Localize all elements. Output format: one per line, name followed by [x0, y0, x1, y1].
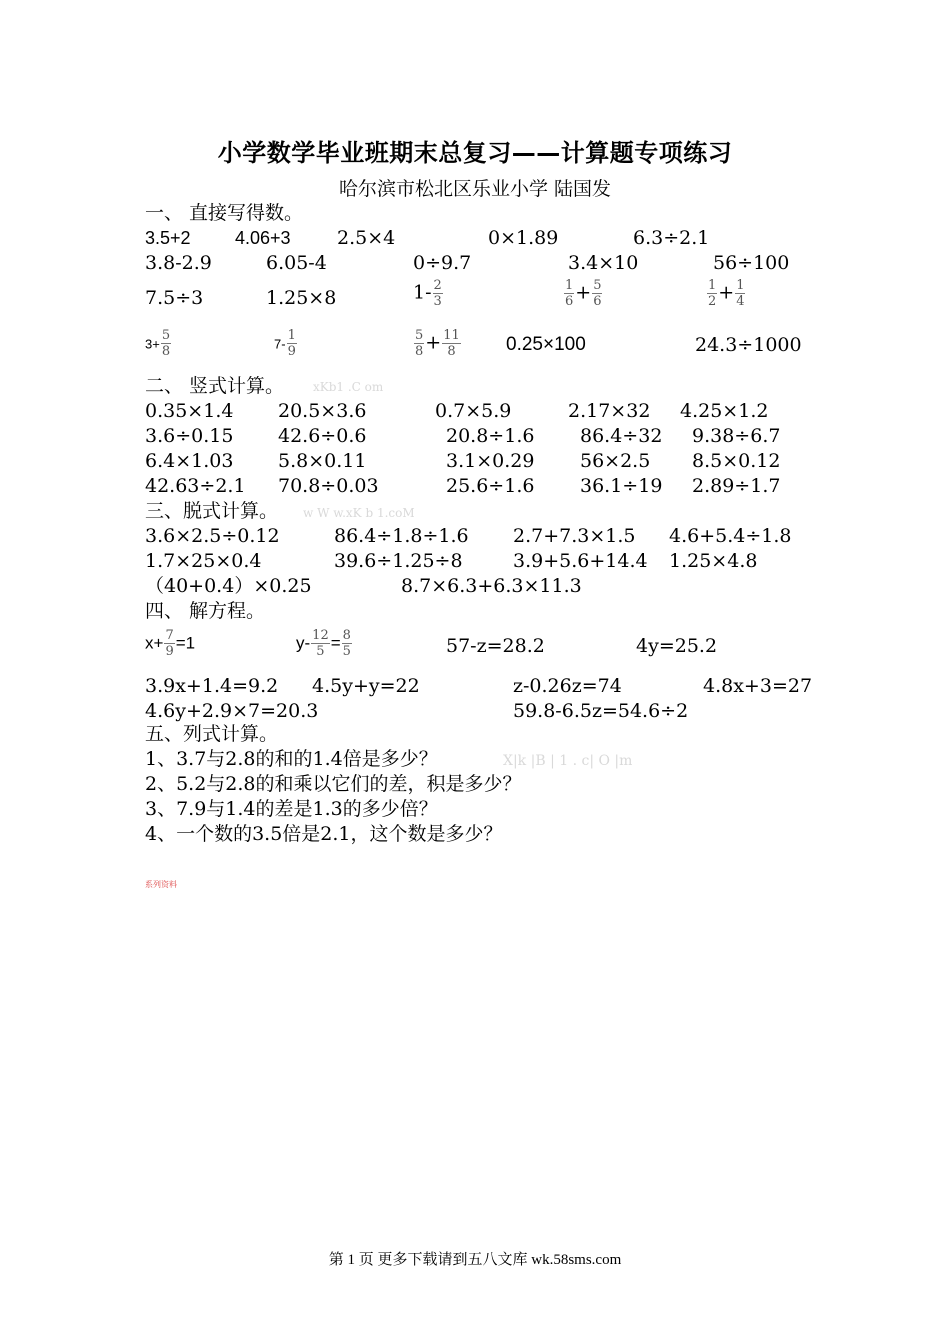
problem: 1.7×25×0.4 [145, 550, 262, 572]
problem: 6.4×1.03 [145, 450, 234, 472]
problem: 3.6×2.5÷0.12 [145, 525, 280, 547]
problem: 4.06+3 [235, 228, 291, 248]
word-problem-4: 4、一个数的3.5倍是2.1，这个数是多少？ [145, 823, 503, 845]
problem: 3.9+5.6+14.4 [513, 550, 648, 572]
problem-fraction: 1- $\frac{2}{3}$ [413, 278, 442, 309]
problem: 0.7×5.9 [435, 400, 512, 422]
problem: 0.25×100 [506, 334, 586, 355]
problem: 36.1÷19 [580, 475, 663, 497]
problem: 20.8÷1.6 [446, 425, 535, 447]
equation: 4y=25.2 [636, 635, 718, 657]
problem-fraction: 3+ $\frac{5}{8}$ [145, 328, 171, 359]
problem: 0.35×1.4 [145, 400, 234, 422]
equation-fraction: y- $\frac{12}{5}$ = $\frac{8}{5}$ [296, 628, 351, 659]
problem: 3.8-2.9 [145, 252, 212, 274]
page-title: 小学数学毕业班期末总复习——计算题专项练习 [217, 139, 733, 167]
watermark-text: X|k |B | 1 . c| O |m [503, 753, 633, 769]
section-2-heading: 二、 竖式计算。 [145, 375, 285, 397]
word-problem-1: 1、3.7与2.8的和的1.4倍是多少？ [145, 748, 438, 770]
problem: 5.8×0.11 [278, 450, 367, 472]
problem: 70.8÷0.03 [278, 475, 379, 497]
problem: 3.5+2 [145, 228, 191, 248]
section-1-heading: 一、 直接写得数。 [145, 202, 304, 224]
equation: 57-z=28.2 [446, 635, 545, 657]
problem: 42.63÷2.1 [145, 475, 246, 497]
equation: 59.8-6.5z=54.6÷2 [513, 700, 689, 722]
section-4-heading: 四、 解方程。 [145, 600, 266, 622]
problem-fraction: $\frac{1}{2}$ + $\frac{1}{4}$ [708, 278, 745, 309]
problem-fraction: $\frac{1}{6}$ + $\frac{5}{6}$ [565, 278, 602, 309]
problem: 20.5×3.6 [278, 400, 367, 422]
problem: 42.6÷0.6 [278, 425, 367, 447]
problem: 7.5÷3 [145, 287, 204, 309]
problem: 4.6+5.4÷1.8 [669, 525, 792, 547]
section-5-heading: 五、列式计算。 [145, 723, 279, 745]
word-problem-3: 3、7.9与1.4的差是1.3的多少倍？ [145, 798, 438, 820]
problem: 0×1.89 [488, 227, 559, 249]
equation: 4.6y+2.9×7=20.3 [145, 700, 319, 722]
equation: 4.8x+3=27 [703, 675, 813, 697]
problem: （40+0.4）×0.25 [145, 575, 312, 597]
word-problem-2: 2、5.2与2.8的和乘以它们的差，积是多少？ [145, 773, 522, 795]
equation-fraction: x+ $\frac{7}{9}$ =1 [145, 628, 196, 659]
problem: 86.4÷1.8÷1.6 [334, 525, 469, 547]
problem: 3.4×10 [568, 252, 639, 274]
problem: 1.25×8 [266, 287, 337, 309]
problem: 2.89÷1.7 [692, 475, 781, 497]
problem: 39.6÷1.25÷8 [334, 550, 463, 572]
problem: 25.6÷1.6 [446, 475, 535, 497]
problem-fraction: 7- $\frac{1}{9}$ [274, 328, 296, 359]
problem-fraction: $\frac{5}{8}$ + $\frac{11}{8}$ [415, 328, 460, 359]
problem: 2.17×32 [568, 400, 651, 422]
equation: z-0.26z=74 [513, 675, 622, 697]
problem: 2.5×4 [337, 227, 396, 249]
problem: 0÷9.7 [413, 252, 472, 274]
problem: 56×2.5 [580, 450, 651, 472]
section-3-heading: 三、脱式计算。 [145, 500, 279, 522]
author-line: 哈尔滨市松北区乐业小学 陆国发 [338, 178, 612, 200]
problem: 6.05-4 [266, 252, 327, 274]
problem: 8.7×6.3+6.3×11.3 [401, 575, 582, 597]
watermark-text: w W w.xK b 1.coM [303, 506, 415, 520]
problem: 56÷100 [713, 252, 790, 274]
problem: 3.1×0.29 [446, 450, 535, 472]
problem: 2.7+7.3×1.5 [513, 525, 636, 547]
problem: 4.25×1.2 [680, 400, 769, 422]
watermark-text: xKb1 .C om [313, 380, 384, 394]
problem: 6.3÷2.1 [633, 227, 710, 249]
problem: 3.6÷0.15 [145, 425, 234, 447]
watermark-text: 系列资料 [145, 880, 177, 889]
problem: 86.4÷32 [580, 425, 663, 447]
problem: 1.25×4.8 [669, 550, 758, 572]
problem: 9.38÷6.7 [692, 425, 781, 447]
problem: 24.3÷1000 [695, 334, 802, 356]
equation: 4.5y+y=22 [312, 675, 420, 697]
equation: 3.9x+1.4=9.2 [145, 675, 279, 697]
problem: 8.5×0.12 [692, 450, 781, 472]
page-footer: 第 1 页 更多下载请到五八文库 wk.58sms.com [328, 1252, 622, 1268]
